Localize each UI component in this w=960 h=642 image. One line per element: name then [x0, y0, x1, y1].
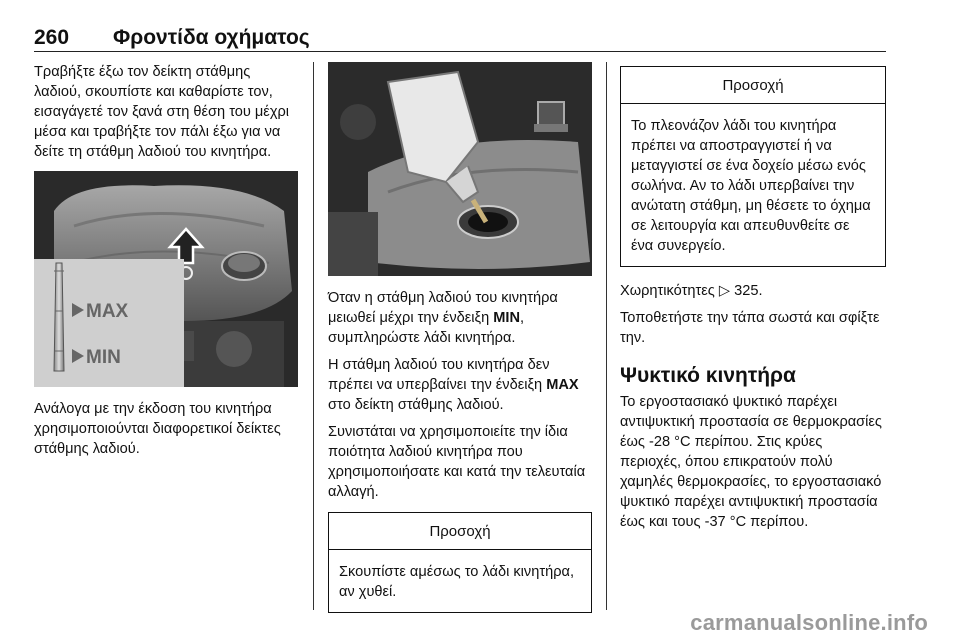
text-min-post: , συμπληρώστε λάδι κινητήρα. [328, 310, 525, 346]
page-reference-arrow-icon: ▷ [718, 283, 731, 299]
caution-body: Σκουπίστε αμέσως το λάδι κινητήρα, αν χυθεί. [339, 564, 575, 600]
label-max: MAX [86, 301, 129, 322]
text-min-pre: Όταν η στάθμη λαδιού του κινητήρα μειωθεί μέχρι την ένδειξη [328, 290, 558, 326]
paragraph-tighten-cap: Τοποθετήστε την τάπα σωστά και σφίξτε την. [620, 310, 880, 346]
column-divider-2 [606, 62, 607, 610]
caution-title: Προσοχή [621, 67, 885, 104]
text-max-pre: Η στάθμη λαδιού του κινητήρα δεν πρέπει να υπερβαίνει την ένδειξη [328, 357, 550, 393]
figure-oil-pouring [328, 62, 592, 276]
paragraph-dipstick-instructions: Τραβήξτε έξω τον δείκτη στάθμης λαδιού, σκουπίστε και καθαρίστε τον, εισαγάγετέ τον ξανά στη θέση του μέχρι μέσα και τραβήξτε τον πάλι έξω για να δείτε τη στάθμη λαδιού του κινητήρα. [34, 64, 290, 160]
figure-dipstick-engine [34, 171, 298, 387]
column-3 [620, 62, 886, 539]
watermark: carmanualsonline.info [690, 610, 928, 635]
page-number: 260 [34, 26, 70, 49]
paragraph-min-level [328, 288, 592, 348]
paragraph-coolant: Το εργοστασιακό ψυκτικό παρέχει αντιψυκτική προστασία σε θερμοκρασίες έως -28 °C περίπου. Στις κρύες περιοχές, όπου επικρατούν πολύ χαμηλές θερμοκρασίες, το εργοστασιακό ψυκτικό παρέχει αντιψυκτική προστασία έως και τους -37 °C περίπου. [620, 394, 882, 530]
paragraph-dipstick-versions: Ανάλογα με την έκδοση του κινητήρα χρησιμοποιούνται διαφορετικοί δείκτες στάθμης λαδιού. [34, 401, 281, 457]
dipstick-illustration [34, 171, 298, 387]
capacities-text: Χωρητικότητες [620, 283, 715, 299]
paragraph-capacities [620, 281, 886, 301]
text-max-post: στο δείκτη στάθμης λαδιού. [328, 397, 504, 413]
capacities-page-ref: 325. [734, 283, 763, 299]
page-title: Φροντίδα οχήματος [113, 26, 310, 49]
keyword-min: MIN [493, 310, 521, 326]
caution-box-excess-oil [620, 66, 886, 267]
oil-pouring-illustration [328, 62, 592, 276]
column-divider-1 [313, 62, 314, 610]
column-1 [34, 62, 298, 466]
keyword-max: MAX [546, 377, 579, 393]
caution-title: Προσοχή [329, 513, 591, 550]
page-header [34, 26, 886, 52]
label-min: MIN [86, 347, 121, 368]
caution-body: Το πλεονάζον λάδι του κινητήρα πρέπει να αποστραγγιστεί ή να μεταγγιστεί σε ένα δοχείο μέσω ενός σωλήνα. Αν το λάδι υπερβαίνει την ανώτατη στάθμη, μη θέσετε το όχημα σε λειτουργία και απευθυνθείτε σε ένα συνεργείο. [631, 118, 871, 254]
paragraph-oil-quality: Συνιστάται να χρησιμοποιείτε την ίδια ποιότητα λαδιού κινητήρα που χρησιμοποιήσατε και κατά την τελευταία αλλαγή. [328, 424, 586, 500]
caution-box-spill [328, 512, 592, 613]
column-2 [328, 62, 592, 613]
section-title-coolant: Ψυκτικό κινητήρα [620, 364, 796, 387]
paragraph-max-level [328, 355, 592, 415]
